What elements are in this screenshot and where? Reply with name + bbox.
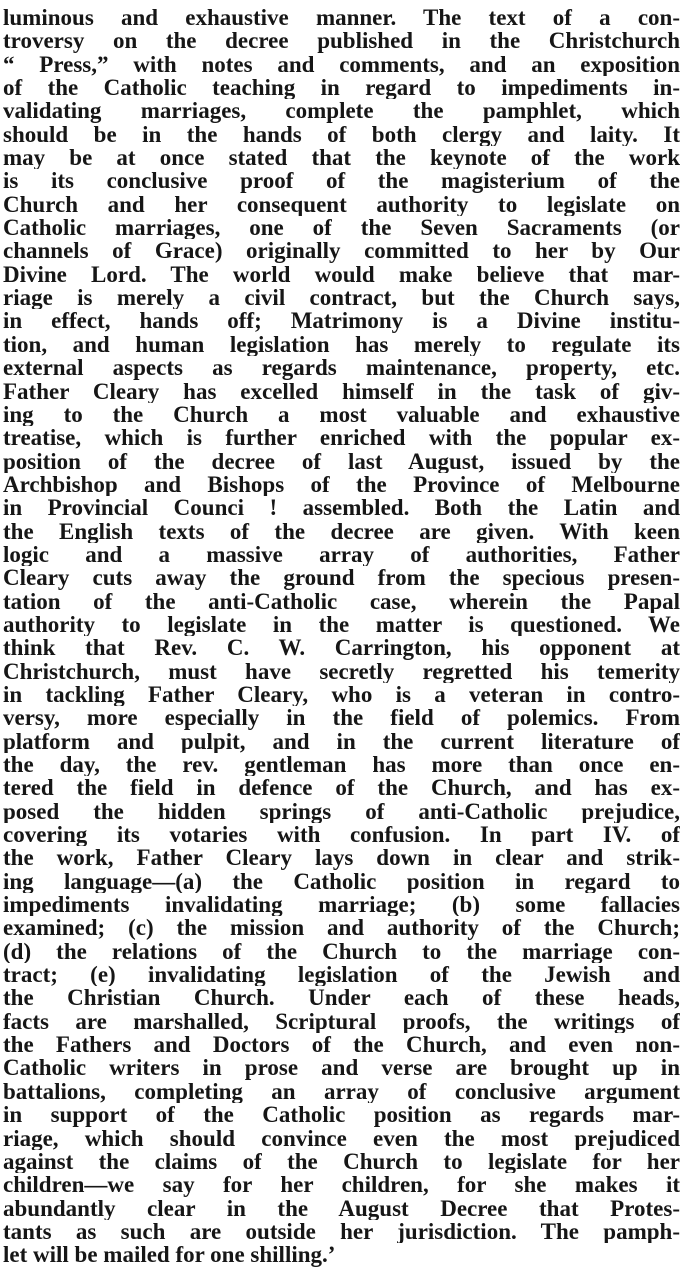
text-line: abundantly clear in the August Decree that Protes-: [3, 1196, 680, 1220]
text-line: external aspects as regards maintenance, property, etc.: [3, 356, 680, 380]
text-line: battalions, completing an array of conclusive argument: [3, 1079, 680, 1104]
text-line: (d) the relations of the Church to the marriage con-: [3, 939, 680, 964]
text-line: treatise, which is further enriched with the popular ex-: [3, 426, 680, 450]
text-line: think that Rev. C. W. Carrington, his opponent at: [3, 636, 680, 660]
text-line: tion, and human legislation has merely to regulate its: [3, 332, 680, 357]
text-line: “ Press,” with notes and comments, and an exposition: [3, 52, 680, 77]
text-line: may be at once stated that the keynote of the work: [3, 146, 680, 170]
text-line: the day, the rev. gentleman has more than once en-: [3, 753, 680, 777]
text-line: troversy on the decree published in the Christchurch: [3, 29, 680, 53]
text-line: the work, Father Cleary lays down in clear and strik-: [3, 846, 680, 870]
text-line: validating marriages, complete the pamphlet, which: [3, 99, 680, 123]
text-line: Divine Lord. The world would make believe that mar-: [3, 262, 680, 287]
text-line: Cleary cuts away the ground from the specious presen-: [3, 566, 680, 590]
text-line: impediments invalidating marriage; (b) some fallacies: [3, 893, 680, 917]
text-line: position of the decree of last August, issued by the: [3, 449, 680, 473]
text-line: versy, more especially in the field of polemics. From: [3, 706, 680, 730]
text-line: channels of Grace) originally committed to her by Our: [3, 239, 680, 263]
text-line: of the Catholic teaching in regard to impediments in-: [3, 76, 680, 100]
text-line: ing language—(a) the Catholic position in regard to: [3, 869, 680, 894]
text-line: facts are marshalled, Scriptural proofs, the writings of: [3, 1009, 680, 1034]
text-line: Father Cleary has excelled himself in the task of giv-: [3, 379, 680, 403]
text-line: luminous and exhaustive manner. The text of a con-: [3, 6, 680, 30]
text-line: tered the field in defence of the Church, and has ex-: [3, 776, 680, 800]
text-line: in tackling Father Cleary, who is a veteran in contro-: [3, 682, 680, 707]
text-line: Catholic writers in prose and verse are brought up in: [3, 1056, 680, 1080]
text-line: Archbishop and Bishops of the Province of Melbourne: [3, 472, 680, 497]
text-line: ing to the Church a most valuable and exhaustive: [3, 402, 680, 427]
text-line: riage is merely a civil contract, but the Church says,: [3, 286, 680, 310]
text-line: riage, which should convince even the most prejudiced: [3, 1126, 680, 1150]
text-line: posed the hidden springs of anti-Catholic prejudice,: [3, 799, 680, 824]
text-line: platform and pulpit, and in the current literature of: [3, 729, 680, 753]
text-line: examined; (c) the mission and authority of the Church;: [3, 916, 680, 940]
text-line: Christchurch, must have secretly regretted his temerity: [3, 659, 680, 683]
text-line: tation of the anti-Catholic case, wherein the Papal: [3, 589, 680, 613]
text-line: the Fathers and Doctors of the Church, and even non-: [3, 1033, 680, 1057]
text-line: logic and a massive array of authorities, Father: [3, 542, 680, 567]
text-line: should be in the hands of both clergy and laity. It: [3, 122, 680, 147]
text-line: the Christian Church. Under each of these heads,: [3, 986, 680, 1010]
text-line: in Provincial Counci ! assembled. Both the Latin and: [3, 496, 680, 520]
text-line: covering its votaries with confusion. In part IV. of: [3, 823, 680, 847]
text-line: authority to legislate in the matter is questioned. We: [3, 612, 680, 637]
text-line: the English texts of the decree are given. With keen: [3, 519, 680, 543]
text-line-final: let will be mailed for one shilling.’: [3, 1243, 336, 1267]
text-line: Church and her consequent authority to legislate on: [3, 192, 680, 217]
text-line: is its conclusive proof of the magisterium of the: [3, 169, 680, 193]
text-line: Catholic marriages, one of the Seven Sacraments (or: [3, 216, 680, 240]
text-line: in support of the Catholic position as regards mar-: [3, 1103, 680, 1127]
text-line: children—we say for her children, for she makes it: [3, 1173, 680, 1197]
text-line: tract; (e) invalidating legislation of the Jewish and: [3, 963, 680, 987]
text-line: against the claims of the Church to legislate for her: [3, 1149, 680, 1174]
text-line: tants as such are outside her jurisdiction. The pamph-: [3, 1219, 680, 1244]
text-line: in effect, hands off; Matrimony is a Divine institu-: [3, 309, 680, 333]
